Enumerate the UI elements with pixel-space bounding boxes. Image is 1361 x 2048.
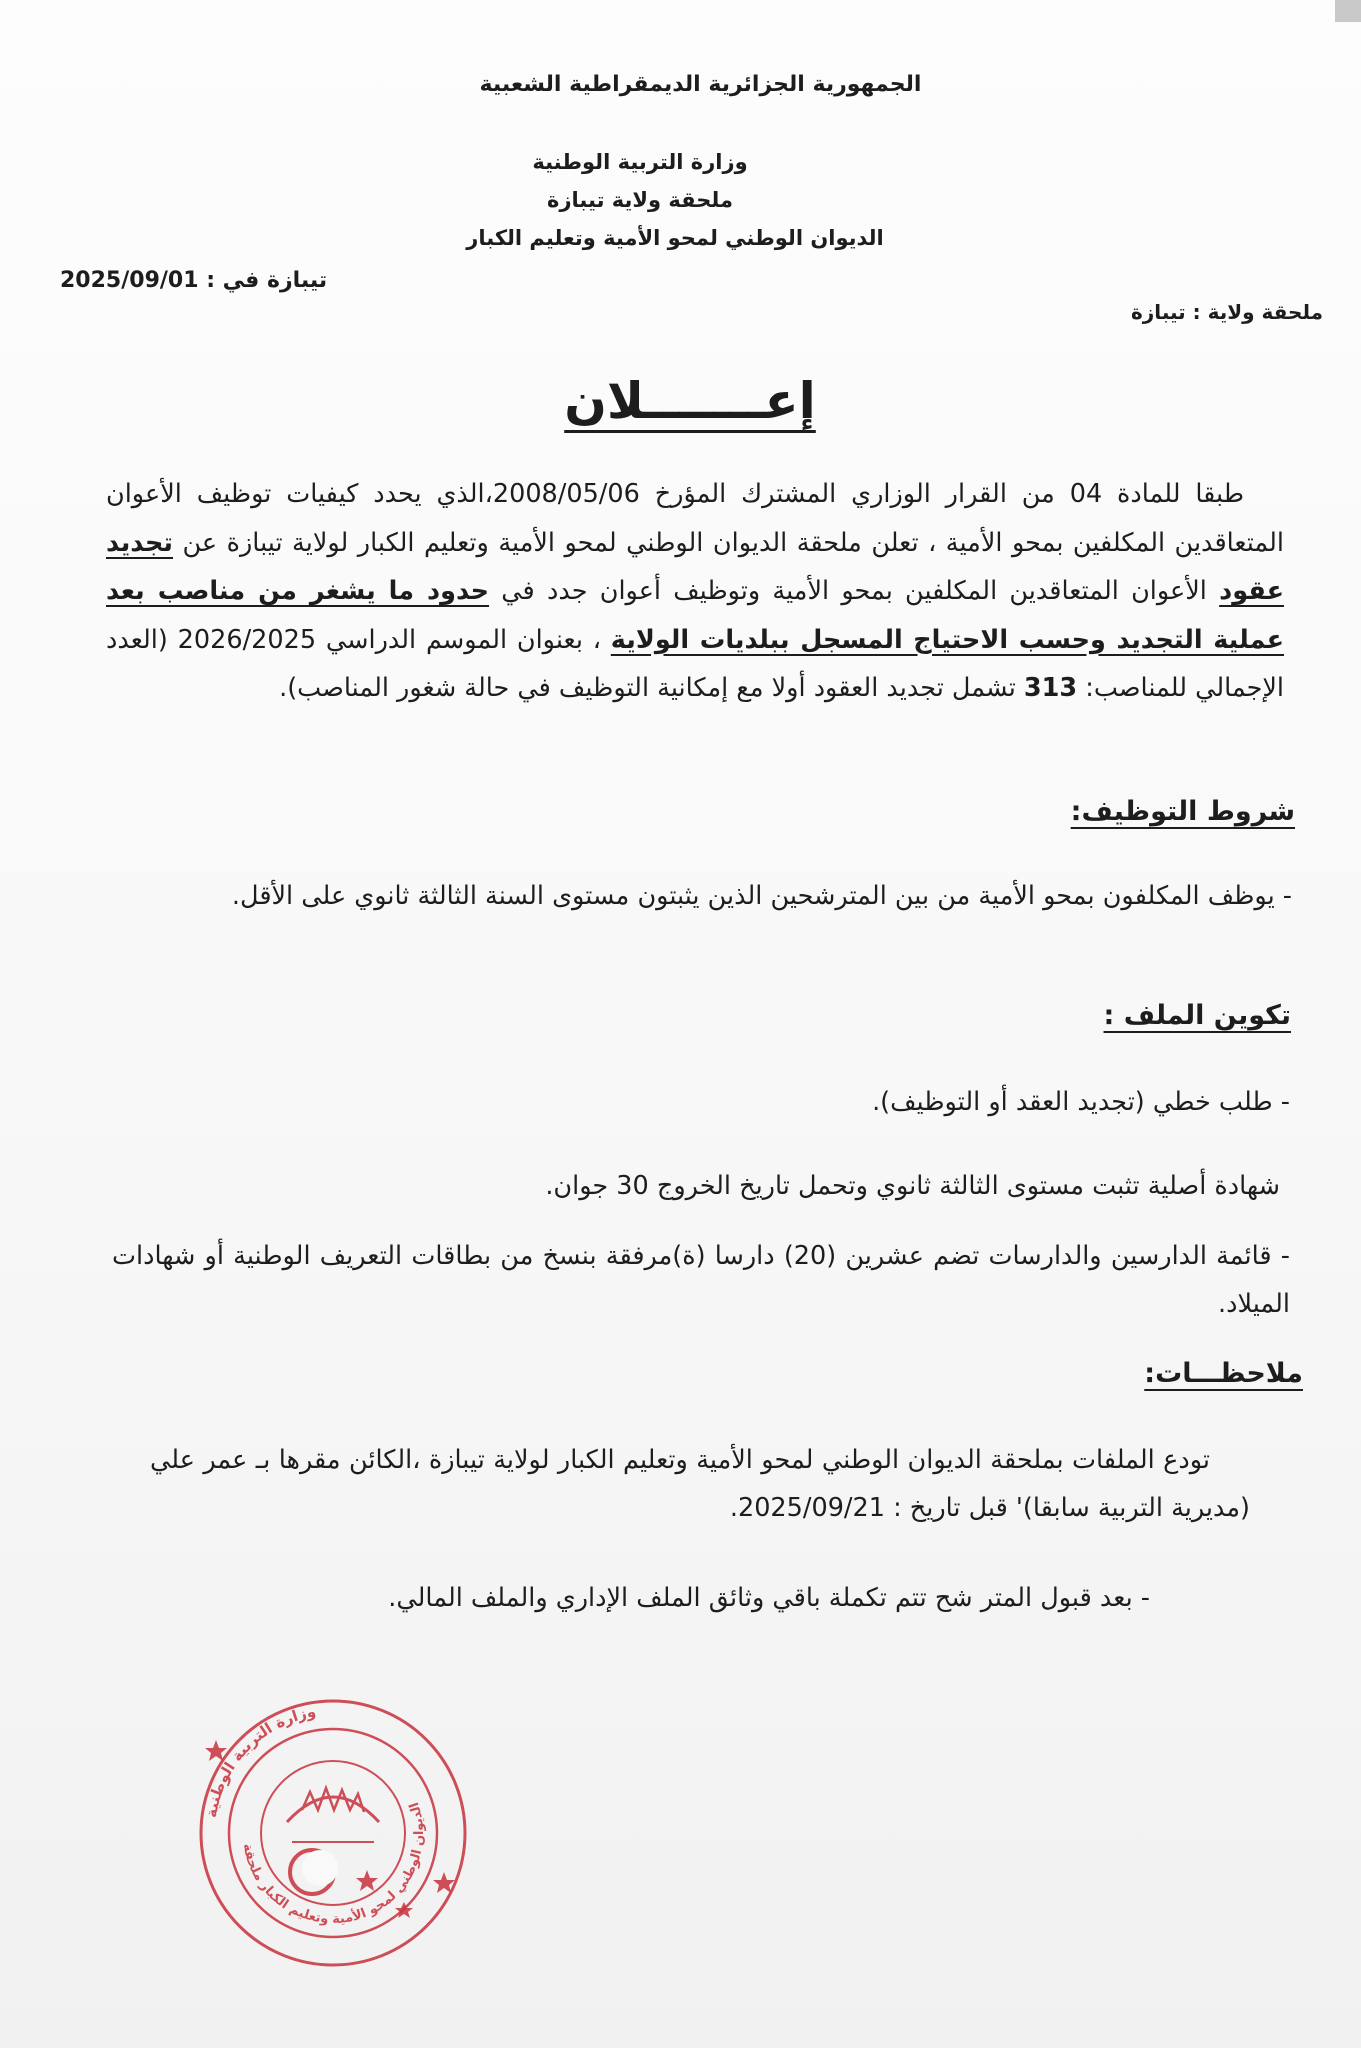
annex-line: ملحقة ولاية تيبازة bbox=[547, 188, 733, 212]
intro-renewal-emphasis: تجديد عقود bbox=[106, 527, 1284, 606]
intro-vacancy-emphasis: حدود ما يشغر من مناصب بعد عملية التجديد وحسب الاحتياج المسجل ببلديات الولاية bbox=[106, 576, 1285, 655]
intro-paragraph bbox=[106, 470, 1284, 713]
scan-edge bbox=[1335, 0, 1361, 22]
document-date: تيبازة في : 2025/09/01 bbox=[60, 268, 328, 293]
intro-text-4: تشمل تجديد العقود أولا مع إمكانية التوظيف في حالة شغور المناصب). bbox=[279, 673, 1024, 703]
intro-text-2: الأعوان المتعاقدين المكلفين بمحو الأمية وتوظيف أعوان جدد في bbox=[489, 576, 1220, 606]
conditions-heading: شروط التوظيف: bbox=[1070, 796, 1295, 827]
file-item-certificate: شهادة أصلية تثبت مستوى الثالثة ثانوي وتحمل تاريخ الخروج 30 جوان. bbox=[545, 1171, 1280, 1201]
ministry-line: وزارة التربية الوطنية bbox=[532, 150, 748, 174]
office-line: الديوان الوطني لمحو الأمية وتعليم الكبار bbox=[466, 226, 884, 250]
intro-text-3: ، بعنوان الموسم الدراسي 2026/2025 (العدد الإجمالي للمناصب: bbox=[106, 624, 1284, 703]
file-heading: تكوين الملف : bbox=[1103, 1000, 1291, 1031]
positions-count: 313 bbox=[1023, 673, 1078, 703]
notes-item-deposit: تودع الملفات بملحقة الديوان الوطني لمحو الأمية وتعليم الكبار لولاية تيبازة ،الكائن مقرها بـ عمر علي (مديرية التربية سابقا)' قبل تاريخ : 2025/09/21. bbox=[150, 1445, 1250, 1523]
file-item-request: - طلب خطي (تجديد العقد أو التوظيف). bbox=[872, 1087, 1290, 1117]
official-stamp-seal bbox=[192, 1692, 474, 1974]
notes-heading: ملاحظـــات: bbox=[1144, 1358, 1303, 1389]
announcement-title: إعـــــــلان bbox=[564, 372, 816, 430]
document-place: ملحقة ولاية : تيبازة bbox=[1130, 300, 1323, 324]
file-item-learners-list: - قائمة الدارسين والدارسات تضم عشرين (20) دارسا (ة)مرفقة بنسخ من بطاقات التعريف الوطنية أو شهادات الميلاد. bbox=[112, 1241, 1291, 1319]
republic-header: الجمهورية الجزائرية الديمقراطية الشعبية bbox=[479, 72, 922, 97]
stamp-outer-text: وزارة التربية الوطنية bbox=[202, 1702, 318, 1819]
intro-text-1: طبقا للمادة 04 من القرار الوزاري المشترك المؤرخ 2008/05/06،الذي يحدد كيفيات توظيف الأعوان المتعاقدين المكلفين بمحو الأمية ، تعلن ملحقة الديوان الوطني لمحو الأمية وتعليم الكبار لولاية تيبازة عن bbox=[106, 479, 1284, 558]
conditions-text: - يوظف المكلفون بمحو الأمية من بين المترشحين الذين يثبتون مستوى السنة الثالثة ثانوي على الأقل. bbox=[231, 881, 1292, 911]
stamp-inner-text: الديوان الوطني لمحو الأمية وتعليم الكبار ملحقة bbox=[239, 1800, 428, 1928]
notes-item-completion: - بعد قبول المتر شح تتم تكملة باقي وثائق الملف الإداري والملف المالي. bbox=[388, 1583, 1150, 1613]
